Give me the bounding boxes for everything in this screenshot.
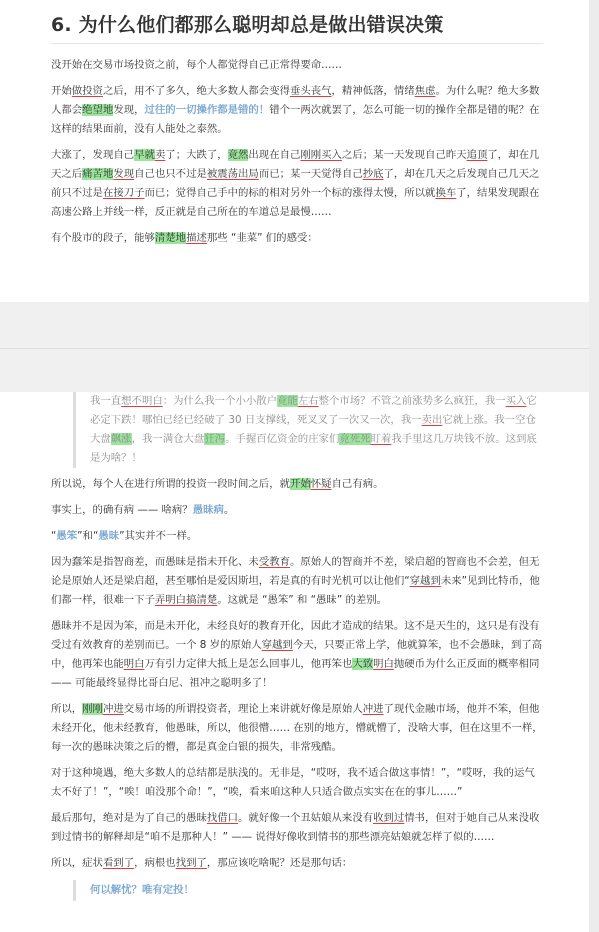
paragraph-11: 对于这种境遇，绝大多数人的总结都是肤浅的。无非是，“哎呀，我不适合做这事情！”，“哎呀，我的运气太不好了！”，“唉！咱没那个命！”，“唉，看来咱这种人只适合做点实实在在的事儿……”: [51, 767, 535, 798]
quote-text: 何以解忧？唯有定投！: [90, 884, 194, 896]
page-gap: [0, 302, 599, 392]
quote-text: 我一直想不明白：为什么我一个小小散户竟能左右整个市场？不管之前涨势多么疯狂，我一买入它必定下跌！哪怕已经已经破了 30 日支撑线，死叉叉了一次又一次，我一卖出它就上涨。我一空仓大盘飙涨，我一满仓大盘狂泻。手握百亿资金的庄家们竟死死盯着我手里这几万块钱不放。这到底是为啥？！: [90, 395, 537, 464]
paragraph-13: 所以，症状看到了，病根也找到了，那应该吃啥呢？还是那句话：: [51, 857, 353, 869]
closing-quote: [73, 880, 543, 901]
section-title: 6. 为什么他们都那么聪明却总是做出错误决策: [51, 0, 543, 44]
page-seam: [0, 348, 599, 349]
paragraph-4: 有个股市的段子，能够清楚地描述那些 “韭菜” 们的感受：: [51, 232, 318, 244]
paragraph-6: 事实上，的确有病 —— 啥病？愚昧病。: [51, 504, 235, 516]
page-1-content: [51, 0, 543, 248]
paragraph-5: 所以说，每个人在进行所谓的投资一段时间之后，就开始怀疑自己有病。: [51, 478, 384, 490]
paragraph-12: 最后那句，绝对是为了自己的愚昧找借口。就好像一个丑姑娘从来没有收到过情书，但对于她自己从来没收到过情书的解释却是“咱不是那种人！” —— 说得好像收到情书的那些漂亮姑娘就怎样了似的……: [51, 812, 540, 843]
document-page-2: [0, 392, 599, 932]
page-2-content: [51, 392, 543, 901]
paragraph-9: 愚昧并不是因为笨，而是未开化，未经良好的教育开化，因此才造成的结果。这不是天生的，这只是有没有受过有效教育的差别而已。一个 8 岁的原始人穿越到今天，只要正常上学，他就算笨，也不会愚昧，到了高中，他再笨也能明白万有引力定律大抵上是怎么回事儿，他再笨也大致明白抛硬币为什么正反面的概率相同 —— 可能最终显得比哥白尼、祖冲之聪明多了！: [51, 620, 543, 689]
paragraph-2: 开始做投资之后，用不了多久，绝大多数人都会变得垂头丧气，精神低落，情绪焦虑。为什么呢？绝大多数人都会绝望地发现，过往的一切操作都是错的！错个一两次就罢了，怎么可能一切的操作全都是错的呢？在这样的结果面前，没有人能处之泰然。: [51, 85, 540, 135]
paragraph-3: 大涨了，发现自己早就卖了；大跌了，竟然出现在自己刚刚买入之后；某一天发现自己昨天追顶了，却在几天之后痛苦地发现自己也只不过是被震荡出局而已；某一天觉得自己抄底了，却在几天之后发现自己几天之前只不过是在接刀子而已；觉得自己手中的标的相对另外一个标的涨得太慢，所以就换车了，结果发现跟在高速公路上并线一样，反正就是自己所在的车道总是最慢……: [51, 149, 540, 218]
document-page-1: [0, 0, 599, 302]
paragraph-10: 所以，刚刚冲进交易市场的所谓投资者，理论上来讲就好像是原始人冲进了现代金融市场，他并不笨，但他未经开化，他未经教育，他愚昧，所以，他很懵…… 在别的地方，懵就懵了，没啥大事，但在这里不一样，每一次的愚昧决策之后的懵，都是真金白银的损失，非常残酷。: [51, 703, 543, 753]
scrollbar-track[interactable]: [589, 0, 599, 932]
emphasis-text: 过往的一切操作都是错的！: [144, 104, 270, 116]
paragraph-8: 因为蠢笨是指智商差，而愚昧是指未开化、未受教育。原始人的智商并不差，梁启超的智商也不会差，但无论是原始人还是梁启超，甚至哪怕是爱因斯坦，若是真的有时光机可以让他们“穿越到未来”见到比特币，他们都一样，很难一下子弄明白搞清楚。这就是 “愚笨” 和 “愚昧” 的差别。: [51, 556, 540, 606]
paragraph-1: 没开始在交易市场投资之前，每个人都觉得自己正常得要命……: [51, 59, 342, 71]
joke-quote: [73, 392, 546, 468]
paragraph-7: “愚笨”和“愚昧”其实并不一样。: [51, 530, 198, 542]
